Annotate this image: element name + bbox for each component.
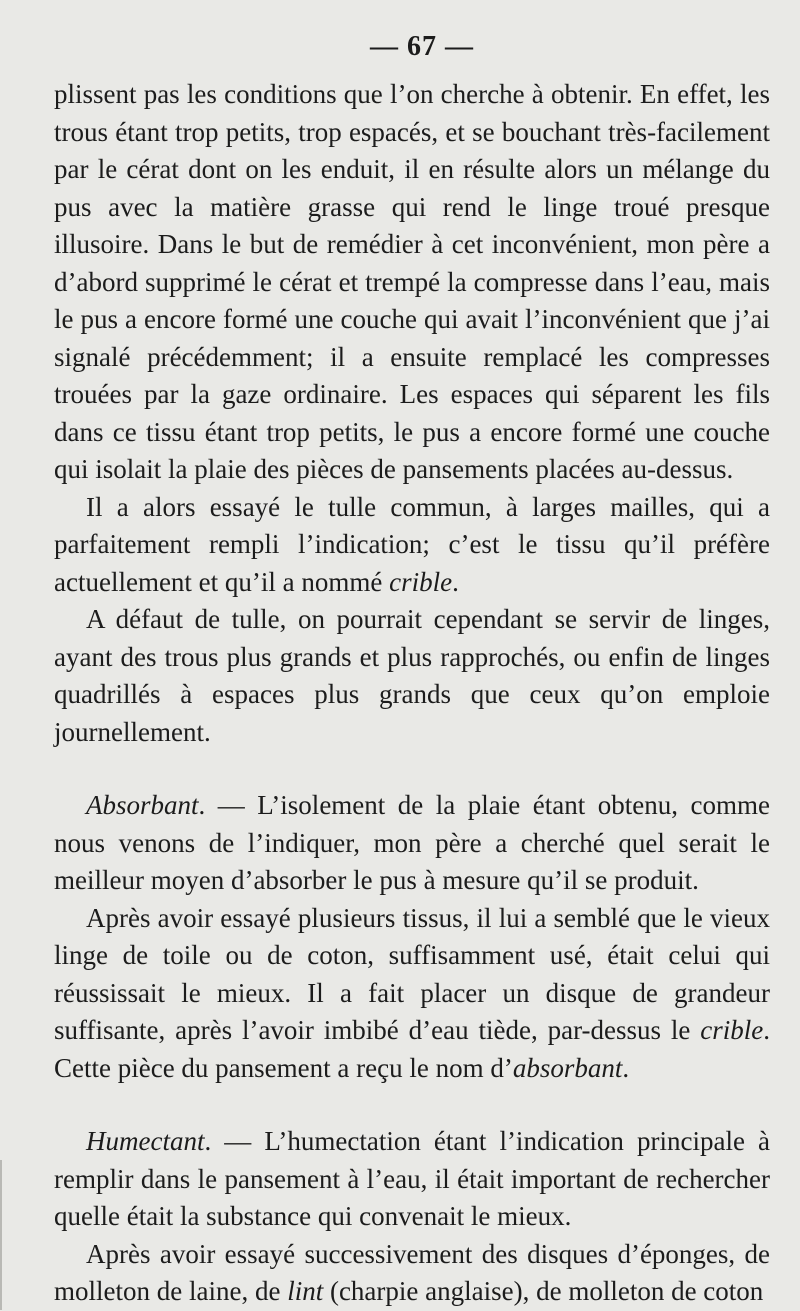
paragraph-5 <box>54 900 770 1088</box>
page-number: — 67 — <box>370 31 474 62</box>
text-run: . Cette pièce du pansement a reçu le nom d’ <box>54 1015 770 1083</box>
italic-term: crible <box>700 1015 764 1045</box>
text-run: Après avoir essayé plusieurs tissus, il lui a semblé que le vieux linge de toile ou de coton, suffisamment usé, était celui qui réussissait le mieux. Il a fait placer un disque de grandeur suffisante, après l’avoir imbibé d’eau tiède, par-dessus le <box>54 902 770 1045</box>
text-run: . <box>452 566 459 597</box>
text-run: plissent pas les conditions que l’on cherche à obtenir. En effet, les trous étant trop petits, trop espacés, et se bouchant très-facilement par le cérat dont on les enduit, il en résulte alors un mélange du pus avec la matière grasse qui rend le linge troué presque illusoire. Dans le but de remédier à cet inconvénient, mon père a d’abord supprimé le cérat et trempé la compresse dans l’eau, mais le pus a encore formé une couche qui avait l’inconvénient que j’ai signalé précédemment; il a ensuite remplacé les compresses trouées par la gaze ordinaire. Les espaces qui séparent les fils dans ce tissu étant trop petits, le pus a encore formé une couche qui isolait la plaie des pièces de pansements placées au-dessus. <box>54 79 770 484</box>
italic-term: Absorbant <box>86 790 199 820</box>
paragraph-7 <box>54 1236 770 1311</box>
paragraph-3 <box>54 601 770 751</box>
text-run: . — L’humectation étant l’indication principale à remplir dans le pansement à l’eau, il était important de rechercher quelle était la substance qui convenait le mieux. <box>54 1126 770 1231</box>
text-run: A défaut de tulle, on pourrait cependant se servir de linges, ayant des trous plus grands et plus rapprochés, ou enfin de linges quadrillés à espaces plus grands que ceux qu’on emploie journellement. <box>54 604 770 747</box>
text-run: (charpie anglaise), de molleton de coton <box>323 1276 764 1306</box>
paragraph-1 <box>54 76 770 489</box>
italic-term: absorbant <box>512 1052 623 1083</box>
italic-term: Humectant <box>86 1126 205 1156</box>
paragraph-humectant <box>54 1123 770 1236</box>
paragraph-2 <box>54 489 770 602</box>
page-edge-shadow <box>0 1160 2 1310</box>
text-run: Après avoir essayé successivement des disques d’éponges, de molleton de laine, de <box>54 1238 770 1306</box>
text-run: . <box>622 1052 630 1083</box>
text-run: . — L’isolement de la plaie étant obtenu, comme nous venons de l’indiquer, mon père a cherché quel serait le meilleur moyen d’absorber le pus à mesure qu’il se produit. <box>54 790 770 895</box>
italic-term: lint <box>287 1276 324 1306</box>
text-run: Il a alors essayé le tulle commun, à larges mailles, qui a parfaitement rempli l’indication; c’est le tissu qu’il préfère actuellement et qu’il a nommé <box>54 491 770 597</box>
italic-term: crible <box>389 566 453 597</box>
paragraph-absorbant <box>54 787 770 900</box>
